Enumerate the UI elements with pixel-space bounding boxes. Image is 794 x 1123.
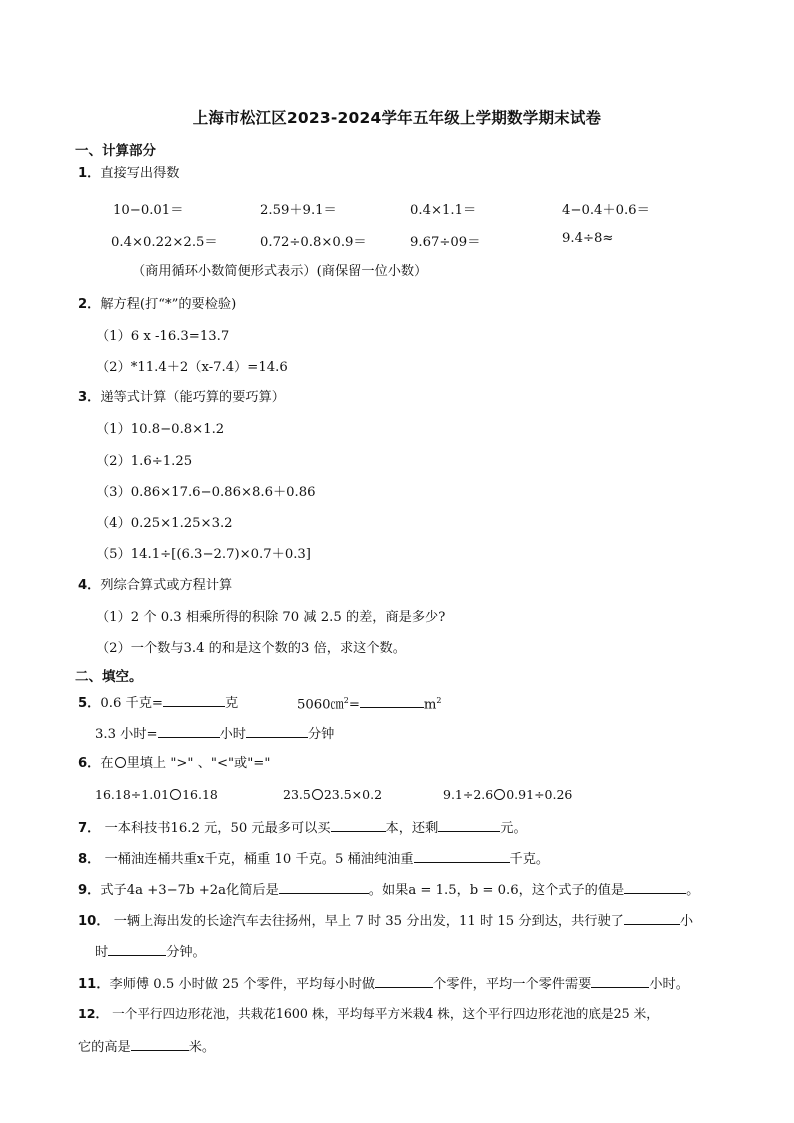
question-10-line2 — [95, 941, 206, 962]
text: 0.91÷0.26 — [506, 787, 573, 802]
text: 个零件，平均一个零件需要 — [433, 977, 592, 992]
text: 小时 — [219, 727, 246, 742]
text: 分钟 — [307, 727, 335, 742]
text: 时 — [95, 945, 109, 960]
text: 米。 — [188, 1040, 216, 1055]
compare-circle[interactable] — [170, 789, 181, 800]
compare-circle[interactable] — [494, 789, 505, 800]
question-12-line2 — [78, 1036, 215, 1057]
answer-blank[interactable] — [438, 817, 500, 832]
question-10 — [78, 910, 693, 931]
section-fill-blank: 二、填空。 — [75, 669, 143, 685]
text: 9.1÷2.6 — [443, 787, 494, 802]
calc-item: 2.59＋9.1＝ — [260, 203, 337, 218]
question-12 — [78, 1005, 659, 1023]
question-4 — [78, 577, 232, 595]
step-calc-item: （4）0.25×1.25×3.2 — [96, 516, 233, 531]
question-2 — [78, 296, 236, 314]
question-number: 2． — [78, 297, 101, 312]
text: 23.5 — [283, 787, 311, 802]
text: 千克。 — [509, 852, 550, 867]
answer-blank[interactable] — [591, 973, 649, 988]
question-number: 7． — [78, 821, 101, 836]
question-5-part-b — [297, 692, 442, 714]
question-number: 5． — [78, 696, 101, 711]
compare-item — [95, 786, 218, 804]
text: 一本科技书16.2 元，50 元最多可以买 — [104, 821, 331, 836]
step-calc-item: （3）0.86×17.6−0.86×8.6＋0.86 — [96, 485, 316, 500]
answer-blank[interactable] — [414, 848, 510, 863]
answer-blank[interactable] — [624, 910, 680, 925]
text: 16.18÷1.01 — [95, 787, 170, 802]
question-number: 6． — [78, 756, 101, 771]
text: = — [348, 697, 360, 713]
calc-item: 9.4÷8≈ — [562, 231, 614, 246]
answer-blank[interactable] — [246, 723, 308, 738]
question-number: 10． — [78, 914, 110, 929]
compare-circle[interactable] — [312, 789, 323, 800]
question-number: 11． — [78, 977, 110, 992]
answer-blank[interactable] — [331, 817, 386, 832]
answer-blank[interactable] — [163, 692, 225, 707]
calc-item: 0.72÷0.8×0.9＝ — [260, 235, 367, 250]
question-number: 9． — [78, 883, 101, 898]
answer-blank[interactable] — [108, 941, 166, 956]
word-problem-item: （2）一个数与3.4 的和是这个数的3 倍，求这个数。 — [96, 641, 406, 656]
question-6 — [78, 755, 270, 773]
question-text: 解方程(打“*”的要检验) — [100, 297, 237, 312]
question-text: 列综合算式或方程计算 — [100, 578, 233, 593]
question-number: 1． — [78, 166, 101, 181]
compare-item — [283, 786, 382, 804]
text: 。 — [686, 883, 700, 898]
question-7 — [78, 817, 527, 838]
text: m — [423, 697, 437, 713]
answer-blank[interactable] — [131, 1036, 189, 1051]
calc-item: 10−0.01＝ — [113, 203, 184, 218]
question-8 — [78, 848, 549, 869]
answer-blank[interactable] — [360, 693, 424, 708]
question-11 — [78, 973, 689, 994]
step-calc-item: （5）14.1÷[(6.3−2.7)×0.7＋0.3] — [96, 547, 311, 562]
question-1 — [78, 165, 180, 183]
text: 本，还剩 — [385, 821, 439, 836]
equation-item: （2）*11.4＋2（x-7.4）=14.6 — [96, 360, 288, 375]
question-5-part-c — [95, 723, 334, 744]
question-5 — [78, 692, 238, 713]
step-calc-item: （1）10.8−0.8×1.2 — [96, 422, 225, 437]
step-calc-item: （2）1.6÷1.25 — [96, 454, 193, 469]
calc-note: （商用循环小数简便形式表示）(商保留一位小数） — [132, 264, 428, 279]
question-number: 4． — [78, 578, 101, 593]
text: 3.3 小时= — [95, 727, 158, 742]
compare-item — [443, 786, 572, 804]
exam-title: 上海市松江区2023-2024学年五年级上学期数学期末试卷 — [192, 109, 602, 127]
text: 李师傅 0.5 小时做 25 个零件，平均每小时做 — [109, 977, 376, 992]
calc-item: 9.67÷09＝ — [410, 235, 481, 250]
text: 小 — [679, 914, 694, 929]
text: 克 — [224, 696, 239, 711]
text: 一辆上海出发的长途汽车去往扬州，早上 7 时 35 分出发，11 时 15 分到达，共行驶了 — [113, 914, 624, 929]
text: 分钟。 — [166, 945, 206, 960]
equation-item: （1）6 x -16.3=13.7 — [96, 329, 230, 344]
text: 23.5×0.2 — [323, 787, 383, 802]
superscript: 2 — [436, 696, 442, 705]
text: 它的高是 — [78, 1040, 131, 1055]
calc-item: 0.4×0.22×2.5＝ — [111, 235, 218, 250]
text: 16.18 — [182, 787, 218, 802]
superscript: 2 — [343, 696, 349, 705]
answer-blank[interactable] — [279, 879, 369, 894]
text: 。如果a = 1.5，b = 0.6，这个式子的值是 — [368, 883, 625, 898]
text: 在 — [100, 756, 114, 771]
word-problem-item: （1）2 个 0.3 相乘所得的积除 70 减 2.5 的差，商是多少? — [96, 610, 446, 625]
question-text: 递等式计算（能巧算的要巧算） — [100, 390, 285, 405]
calc-item: 4−0.4＋0.6＝ — [562, 203, 650, 218]
text: 5060㎝ — [297, 697, 344, 713]
text: 里填上 ">" 、"<"或"=" — [126, 756, 271, 771]
text: 0.6 千克= — [100, 696, 163, 711]
text: 一桶油连桶共重x千克，桶重 10 千克。5 桶油纯油重 — [104, 852, 414, 867]
calc-item: 0.4×1.1＝ — [410, 203, 477, 218]
question-number: 12． — [78, 1006, 109, 1021]
question-text: 直接写出得数 — [100, 166, 180, 181]
question-9 — [78, 879, 699, 900]
circle-icon — [115, 757, 126, 768]
question-number: 8． — [78, 852, 101, 867]
answer-blank[interactable] — [375, 973, 433, 988]
text: 一个平行四边形花池，共栽花1600 株，平均每平方米栽4 株，这个平行四边形花池的底是25 米， — [112, 1006, 659, 1021]
answer-blank[interactable] — [158, 723, 220, 738]
answer-blank[interactable] — [624, 879, 686, 894]
section-calculation: 一、计算部分 — [75, 143, 156, 159]
text: 式子4a +3−7b +2a化简后是 — [100, 883, 279, 898]
question-3 — [78, 389, 285, 407]
question-number: 3． — [78, 390, 101, 405]
text: 元。 — [500, 821, 527, 836]
text: 小时。 — [649, 977, 689, 992]
